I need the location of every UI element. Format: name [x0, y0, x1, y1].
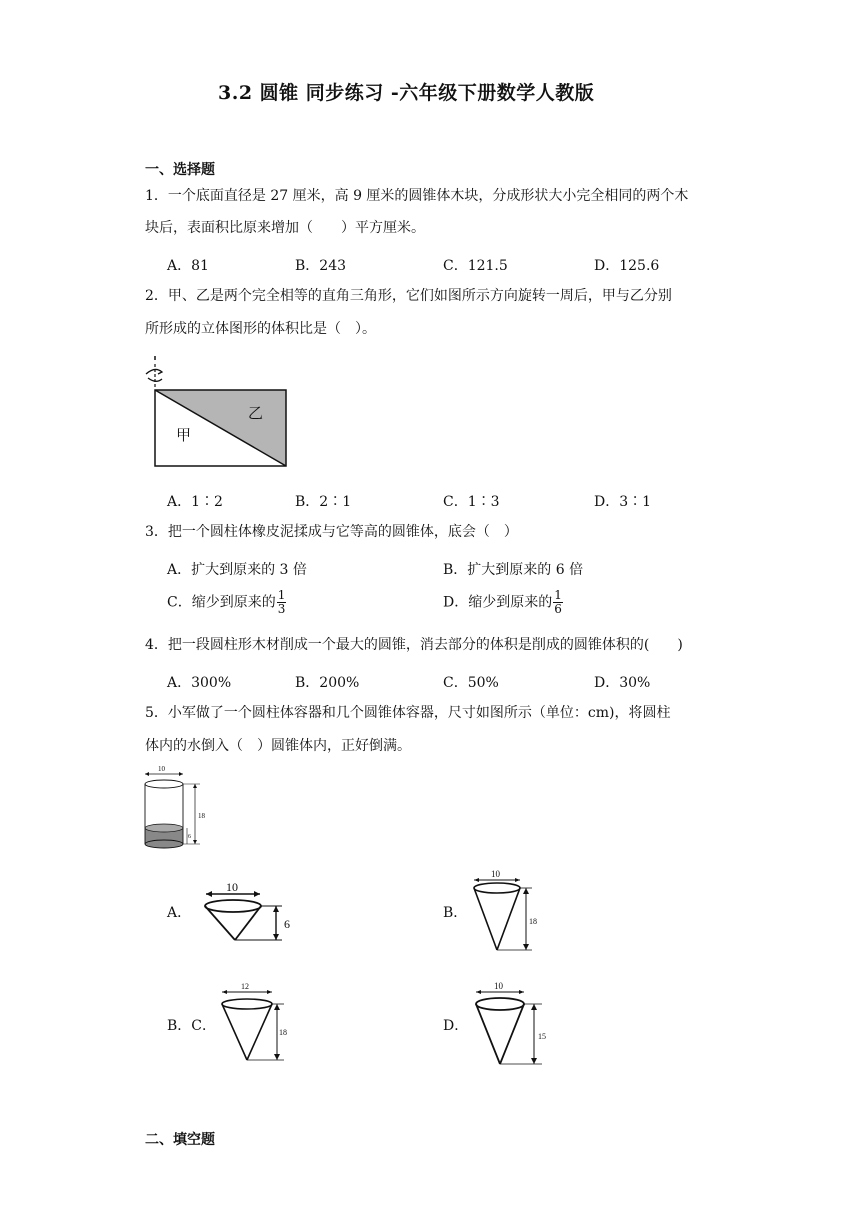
question-2-line-2: 所形成的立体图形的体积比是（ ）。 [145, 321, 376, 337]
q2-option-a: A．1∶2 [167, 494, 223, 510]
fraction-one-sixth: $\frac{1}{6}$ [554, 588, 562, 617]
q4-option-d: D．30% [594, 675, 651, 691]
cone-d-height-label: 15 [538, 1032, 546, 1041]
q1-option-b: B．243 [295, 258, 347, 274]
cylinder-water-label: 6 [188, 834, 191, 840]
q1-option-a: A．81 [167, 258, 209, 274]
cone-a-diameter-label: 10 [226, 880, 238, 894]
page-title: 3.2 圆锥 同步练习 -六年级下册数学人教版 [218, 82, 595, 104]
q5-option-d-cone [470, 978, 560, 1070]
label-jia: 甲 [176, 428, 192, 444]
q1-option-c: C．121.5 [443, 258, 508, 274]
cylinder-height-label: 18 [198, 812, 205, 820]
question-1-line-2: 块后，表面积比原来增加（ ）平方厘米。 [145, 220, 425, 236]
cone-c-diameter-label: 12 [241, 982, 249, 991]
q4-option-b: B．200% [295, 675, 360, 691]
label-yi: 乙 [248, 406, 264, 422]
question-2-line-1: 2．甲、乙是两个完全相等的直角三角形，它们如图所示方向旋转一周后，甲与乙分别 [145, 288, 672, 304]
q3-option-c-text: C．缩少到原来的 [167, 594, 276, 611]
q2-option-b: B．2∶1 [295, 494, 352, 510]
cone-a-height-label: 6 [284, 917, 290, 931]
section-heading-fill-blank: 二、填空题 [145, 1132, 215, 1148]
question-3-line-1: 3．把一个圆柱体橡皮泥揉成与它等高的圆锥体，底会（ ） [145, 524, 518, 540]
cone-b-height-label: 18 [529, 917, 537, 926]
question-1-line-1: 1．一个底面直径是 27 厘米，高 9 厘米的圆锥体木块，分成形状大小完全相同的两个木 [145, 188, 689, 204]
fraction-one-third: $\frac{1}{3}$ [277, 588, 286, 617]
cone-d-diameter-label: 10 [494, 981, 503, 991]
q3-option-a: A．扩大到原来的 3 倍 [167, 562, 307, 578]
cone-b-diameter-label: 10 [491, 869, 500, 879]
rotation-triangles-figure [140, 354, 300, 472]
q4-option-c: C．50% [443, 675, 499, 691]
cylinder-figure [140, 764, 220, 854]
q5-option-d-label: D． [443, 1018, 469, 1034]
q3-option-c [167, 589, 286, 616]
question-5-line-1: 5．小军做了一个圆柱体容器和几个圆锥体容器，尺寸如图所示（单位：cm)，将圆柱 [145, 705, 671, 721]
q5-option-b-cone [468, 866, 548, 956]
question-5-line-2: 体内的水倒入（ ）圆锥体内，正好倒满。 [145, 738, 411, 754]
q1-option-d: D．125.6 [594, 258, 660, 274]
q3-option-d [443, 589, 563, 616]
question-4-line-1: 4．把一段圆柱形木材削成一个最大的圆锥，消去部分的体积是削成的圆锥体积的( ) [145, 637, 683, 653]
q5-option-b-label: B． [443, 905, 468, 921]
q5-option-a-cone [196, 874, 306, 946]
q3-option-d-text: D．缩少到原来的 [443, 594, 553, 611]
cone-c-height-label: 18 [279, 1028, 287, 1037]
q4-option-a: A．300% [167, 675, 232, 691]
q2-option-c: C．1∶3 [443, 494, 500, 510]
q5-option-c-cone [216, 980, 296, 1070]
q5-option-c-label: B．C． [167, 1018, 216, 1034]
q3-option-b: B．扩大到原来的 6 倍 [443, 562, 584, 578]
cylinder-diameter-label: 10 [158, 765, 165, 773]
section-heading-choice: 一、选择题 [145, 162, 215, 178]
q2-option-d: D．3∶1 [594, 494, 652, 510]
q5-option-a-label: A． [167, 905, 192, 921]
